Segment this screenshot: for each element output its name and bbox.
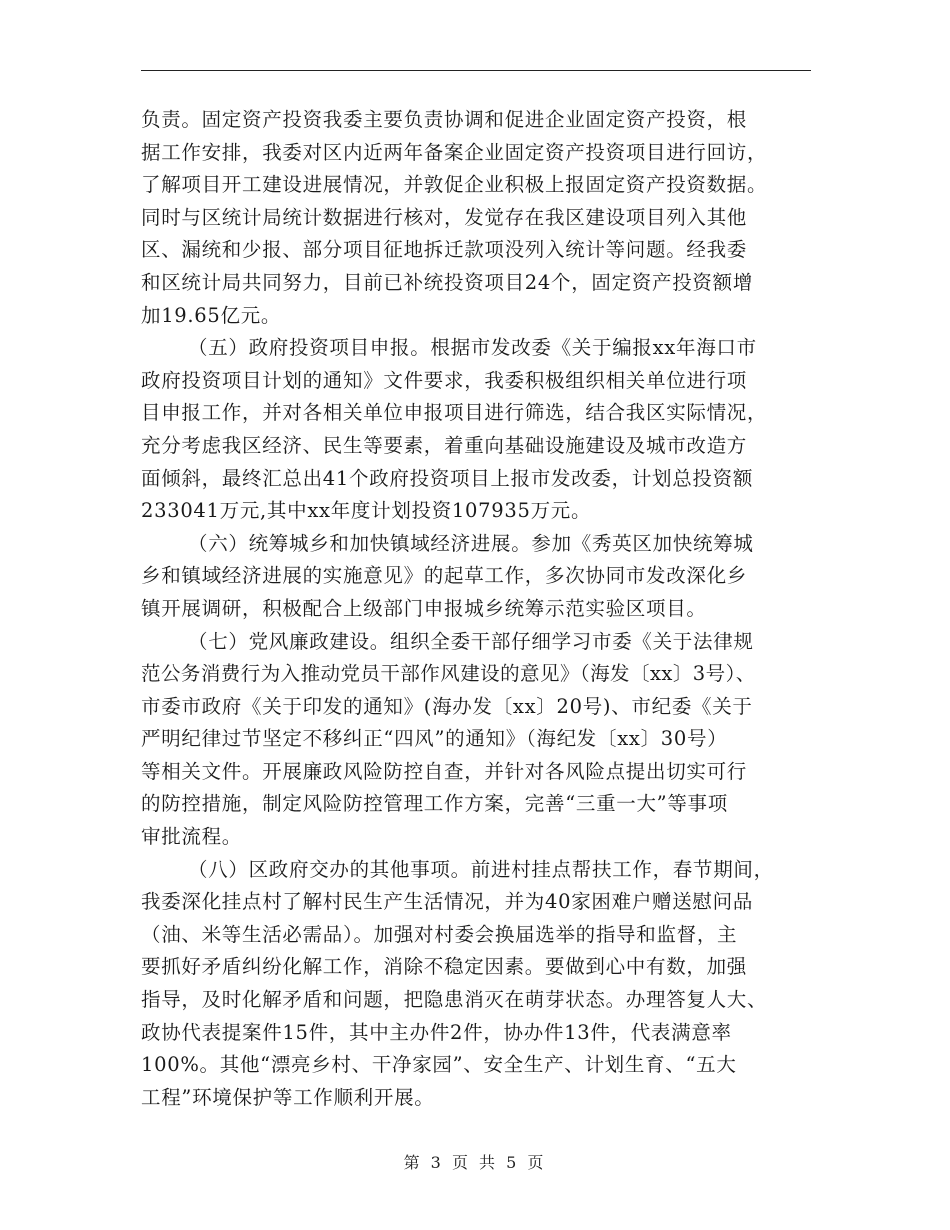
paragraph-six-first-line: （六）统筹城乡和加快镇域经济进展。参加《秀英区加快统筹城 [188, 531, 754, 555]
text-line: 工程”环境保护等工作顺利开展。 [141, 1085, 435, 1109]
text-line: 区、漏统和少报、部分项目征地拆迁款项没列入统计等问题。经我委 [141, 238, 748, 262]
text-line: 范公务消费行为入推动党员干部作风建设的意见》（海发〔xx〕3号）、 [141, 662, 756, 686]
text-line: 负责。固定资产投资我委主要负责协调和促进企业固定资产投资，根 [141, 108, 748, 131]
text-line: 要抓好矛盾纠纷化解工作，消除不稳定因素。要做到心中有数，加强 [141, 955, 748, 979]
text-line: 审批流程。 [141, 825, 243, 849]
text-line: 100%。其他“漂亮乡村、干净家园”、安全生产、计划生育、“五大 [141, 1053, 737, 1077]
text-line: 目申报工作，并对各相关单位申报项目进行筛选，结合我区实际情况， [141, 401, 768, 425]
header-rule [141, 70, 811, 71]
text-line: 充分考虑我区经济、民生等要素，着重向基础设施建设及城市改造方 [141, 433, 748, 457]
text-line: 面倾斜，最终汇总出41个政府投资项目上报市发改委，计划总投资额 [141, 466, 754, 490]
document-body [141, 104, 811, 1114]
text-line: 严明纪律过节坚定不移纠正“四风”的通知》（海纪发〔xx〕30号） [141, 727, 728, 751]
text-line: 了解项目开工建设进展情况，并敦促企业积极上报固定资产投资数据。 [141, 173, 768, 197]
text-line: 据工作安排，我委对区内近两年备案企业固定资产投资项目进行回访， [141, 140, 768, 164]
text-line: 乡和镇域经济进展的实施意见》的起草工作，多次协同市发改深化乡 [141, 564, 748, 588]
paragraph-five-first-line: （五）政府投资项目申报。根据市发改委《关于编报xx年海口市 [188, 336, 757, 360]
text-line: 市委市政府《关于印发的通知》(海办发〔xx〕20号)、市纪委《关于 [141, 694, 753, 718]
paragraph-eight-first-line: （八）区政府交办的其他事项。前进村挂点帮扶工作，春节期间， [188, 857, 774, 881]
text-line: 政协代表提案件15件，其中主办件2件，协办件13件，代表满意率 [141, 1020, 732, 1044]
page-number-footer: 第 3 页 共 5 页 [403, 1153, 547, 1172]
text-line: 等相关文件。开展廉政风险防控自查，并针对各风险点提出切实可行 [141, 759, 748, 783]
text-line: 233041万元,其中xx年度计划投资107935万元。 [141, 499, 592, 523]
text-line: 和区统计局共同努力，目前已补统投资项目24个，固定资产投资额增 [141, 270, 754, 294]
text-line: 政府投资项目计划的通知》文件要求，我委积极组织相关单位进行项 [141, 368, 748, 392]
paragraph-seven-first-line: （七）党风廉政建设。组织全委干部仔细学习市委《关于法律规 [188, 629, 754, 653]
text-line: 指导，及时化解矛盾和问题，把隐患消灭在萌芽状态。办理答复人大、 [141, 988, 768, 1012]
text-line: 同时与区统计局统计数据进行核对，发觉存在我区建设项目列入其他 [141, 205, 748, 229]
text-line: （油、米等生活必需品）。加强对村委会换届选举的指导和监督，主 [141, 922, 738, 946]
text-line: 加19.65亿元。 [141, 303, 282, 327]
text-line: 我委深化挂点村了解村民生产生活情况，并为40家困难户赠送慰问品 [141, 890, 754, 914]
text-line: 镇开展调研，积极配合上级部门申报城乡统筹示范实验区项目。 [141, 596, 707, 620]
text-line: 的防控措施，制定风险防控管理工作方案，完善“三重一大”等事项 [141, 792, 728, 816]
